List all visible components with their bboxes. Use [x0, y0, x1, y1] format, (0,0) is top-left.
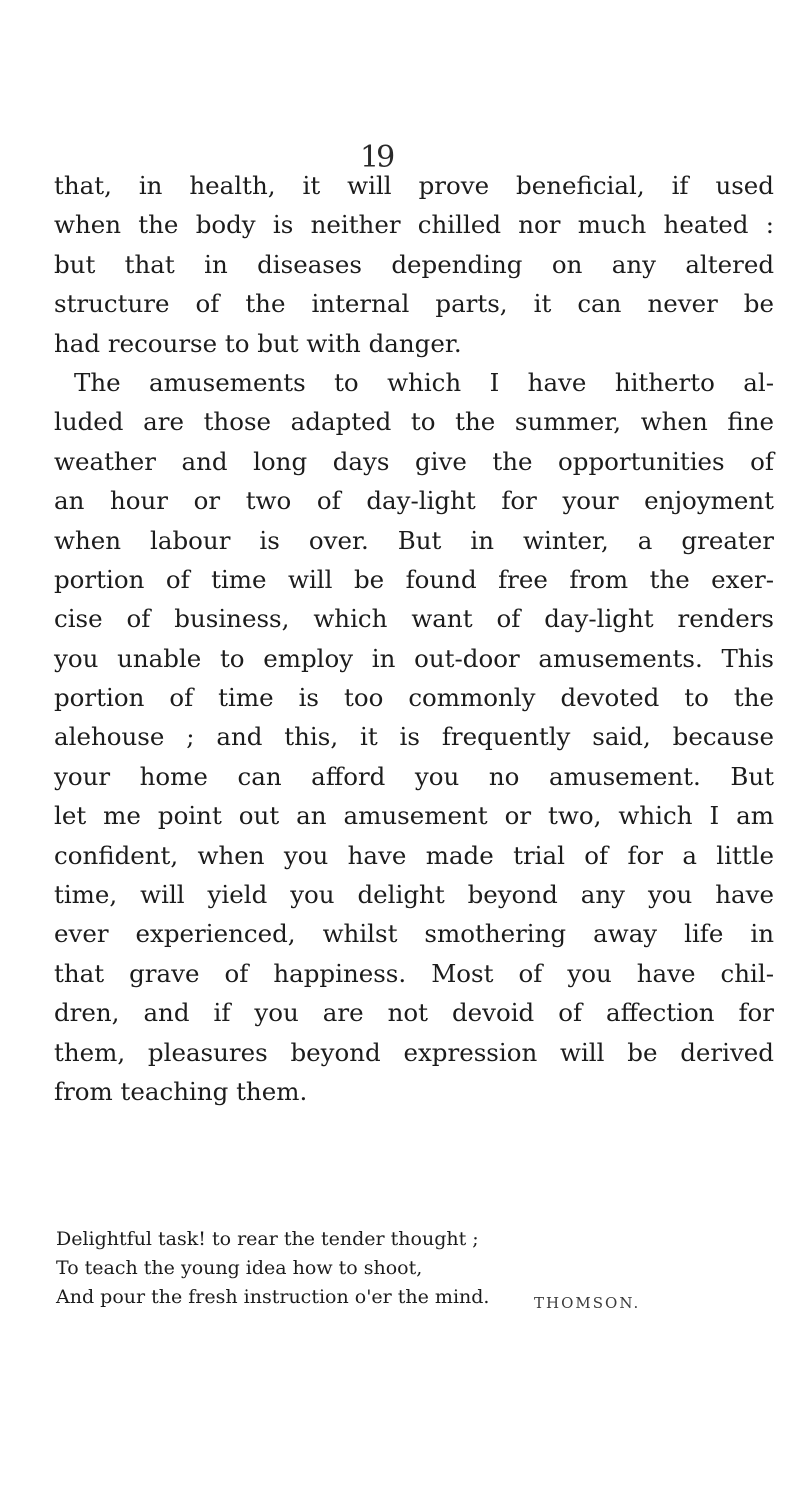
text-line: structure of the internal parts, it can never be: [54, 289, 774, 319]
text-line: your home can afford you no amusement. But: [54, 761, 774, 791]
text-line: them, pleasures beyond expression will be derived: [54, 1037, 774, 1067]
text-line: portion of time is too commonly devoted to the: [54, 683, 774, 713]
text-line: time, will yield you delight beyond any you have: [54, 880, 774, 910]
text-line: but that in diseases depending on any altered: [54, 249, 774, 279]
verse-line: And pour the fresh instruction o'er the mind.: [56, 1286, 490, 1308]
text-line: that, in health, it will prove beneficial, if used: [54, 171, 774, 200]
text-line: alehouse ; and this, it is frequently said, because: [54, 722, 774, 752]
text-line: portion of time will be found free from the exer-: [54, 564, 774, 594]
quote-attribution: THOMSON.: [534, 1294, 641, 1312]
text-line: when labour is over. But in winter, a greater: [54, 525, 774, 555]
text-line: from teaching them.: [54, 1076, 308, 1106]
text-line: confident, when you have made trial of for a little: [54, 840, 774, 870]
text-line: dren, and if you are not devoid of affection for: [54, 998, 774, 1028]
text-line: The amusements to which I have hitherto al-: [74, 367, 774, 397]
text-line: cise of business, which want of day-light renders: [54, 604, 774, 634]
verse-line: Delightful task! to rear the tender thought ;: [56, 1228, 479, 1250]
text-line: let me point out an amusement or two, which I am: [54, 801, 774, 831]
text-line: ever experienced, whilst smothering away life in: [54, 919, 774, 949]
text-line: when the body is neither chilled nor much heated :: [54, 210, 774, 240]
text-line: luded are those adapted to the summer, when fine: [54, 407, 774, 437]
verse-line: To teach the young idea how to shoot,: [56, 1257, 423, 1279]
text-line: weather and long days give the opportunities of: [54, 446, 774, 476]
text-line: you unable to employ in out-door amusements. This: [54, 643, 774, 673]
text-line: that grave of happiness. Most of you have chil-: [54, 958, 774, 988]
body-text: [54, 166, 774, 1111]
text-line: an hour or two of day-light for your enjoyment: [54, 486, 774, 516]
text-line: had recourse to but with danger.: [54, 328, 462, 358]
page-number: 19: [360, 140, 393, 175]
